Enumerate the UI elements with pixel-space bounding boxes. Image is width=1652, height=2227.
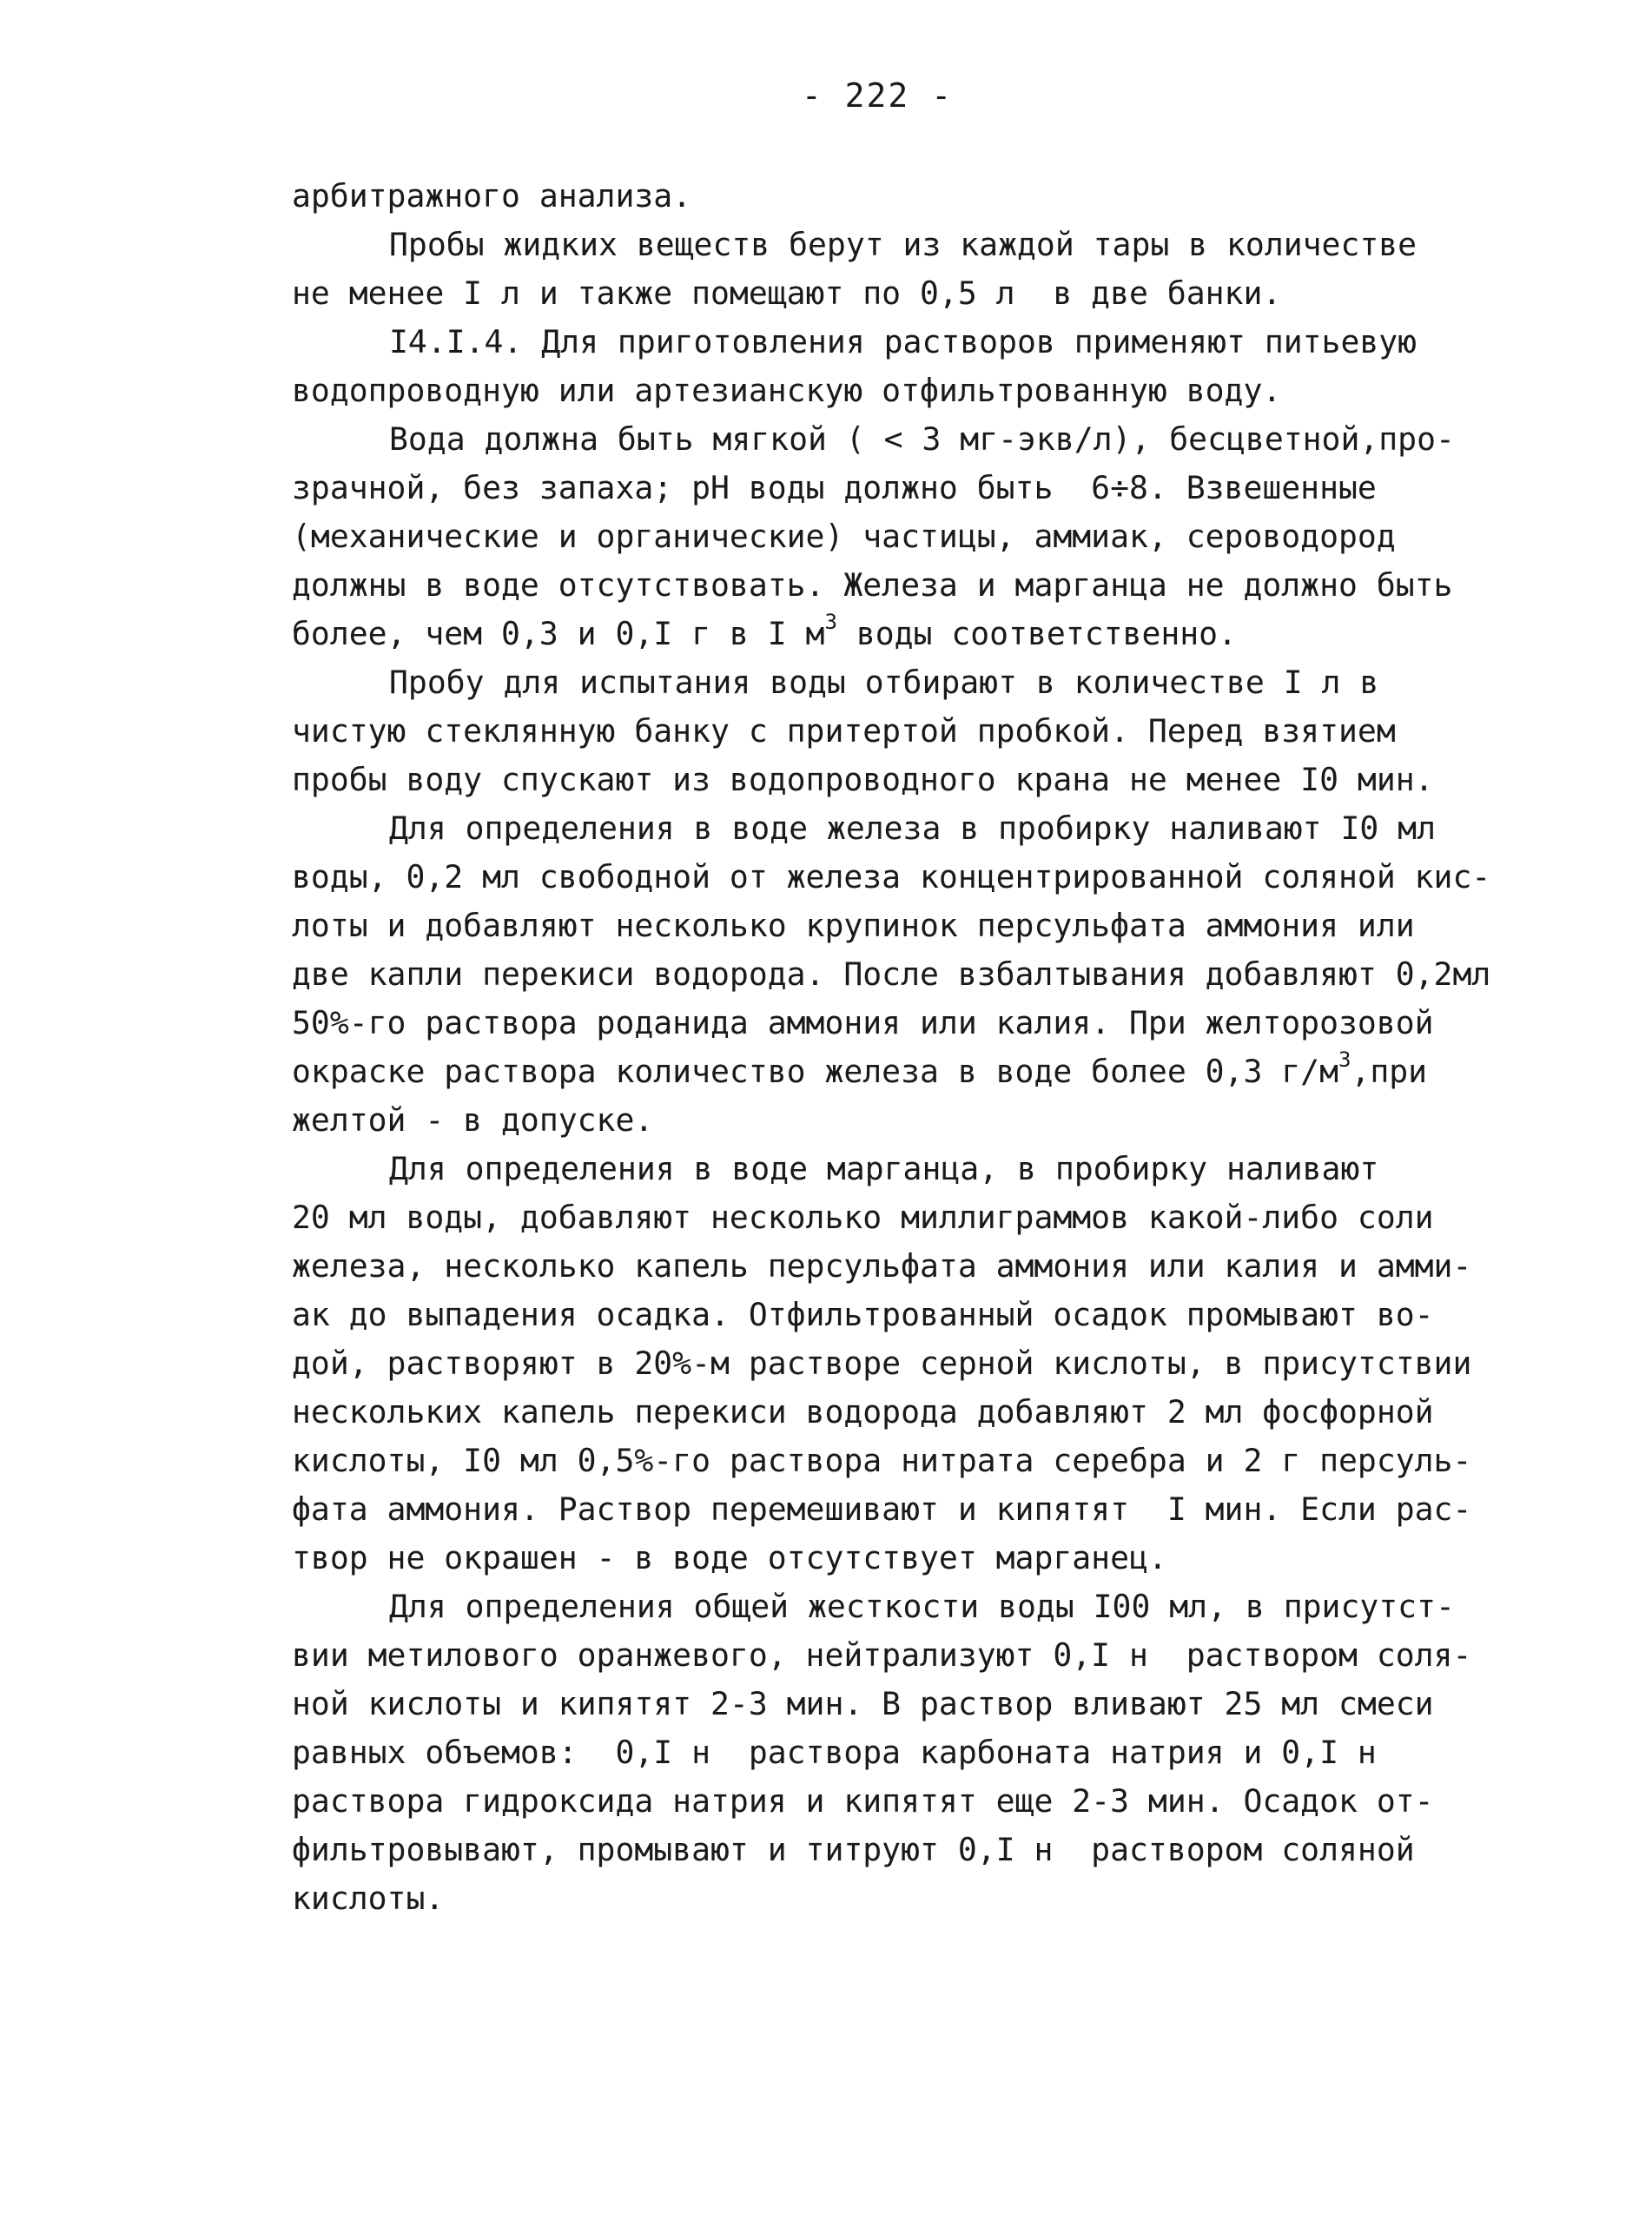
text-line xyxy=(292,561,1551,610)
line-text: Пробу для испытания воды отбирают в количестве I л в xyxy=(389,664,1379,701)
text-line xyxy=(292,221,1551,269)
page-number: - 222 - xyxy=(801,76,954,115)
body-text xyxy=(292,172,1551,1923)
line-text: твор не окрашен - в воде отсутствует марганец. xyxy=(292,1539,1167,1576)
text-line xyxy=(292,1388,1551,1437)
text-line xyxy=(292,1534,1551,1583)
text-line xyxy=(292,1826,1551,1874)
text-line xyxy=(292,902,1551,950)
text-line xyxy=(292,999,1551,1047)
text-line xyxy=(292,1047,1551,1096)
line-text: I4.I.4. Для приготовления растворов применяют питьевую xyxy=(389,323,1417,360)
text-line xyxy=(292,318,1551,367)
line-text-continued: ,при xyxy=(1351,1053,1428,1090)
line-text: зрачной, без запаха; pH воды должно быть 6÷8. Взвешенные xyxy=(292,469,1377,506)
line-text: 50%-го раствора роданида аммония или калия. При желторозовой xyxy=(292,1004,1434,1041)
line-text: пробы воду спускают из водопроводного крана не менее I0 мин. xyxy=(292,761,1434,798)
text-line xyxy=(292,172,1551,221)
line-text: не менее I л и также помещают по 0,5 л в две банки. xyxy=(292,274,1282,312)
line-text: вии метилового оранжевого, нейтрализуют 0,I н раствором соля- xyxy=(292,1636,1472,1674)
text-line xyxy=(292,367,1551,415)
text-line xyxy=(292,804,1551,853)
text-line xyxy=(292,658,1551,707)
line-text: Для определения в воде марганца, в пробирку наливают xyxy=(389,1150,1379,1187)
text-line xyxy=(292,464,1551,512)
line-text: должны в воде отсутствовать. Железа и марганца не должно быть xyxy=(292,566,1453,604)
text-line xyxy=(292,610,1551,658)
line-text: две капли перекиси водорода. После взбалтывания добавляют 0,2мл xyxy=(292,955,1491,993)
line-text: фата аммония. Раствор перемешивают и кипятят I мин. Если рас- xyxy=(292,1490,1472,1528)
text-line xyxy=(292,415,1551,464)
text-line xyxy=(292,1777,1551,1826)
line-text: окраске раствора количество железа в воде более 0,3 г/м xyxy=(292,1053,1338,1090)
line-text: фильтровывают, промывают и титруют 0,I н раствором соляной xyxy=(292,1831,1415,1868)
line-text: Вода должна быть мягкой ( < 3 мг-экв/л), бесцветной,про- xyxy=(389,420,1455,458)
line-text: раствора гидроксида натрия и кипятят еще 2-3 мин. Осадок от- xyxy=(292,1782,1434,1820)
text-line xyxy=(292,1583,1551,1631)
line-text: Для определения в воде железа в пробирку наливают I0 мл xyxy=(389,810,1436,847)
text-line xyxy=(292,1291,1551,1339)
text-line xyxy=(292,853,1551,902)
text-line xyxy=(292,1193,1551,1242)
line-text: 20 мл воды, добавляют несколько миллиграммов какой-либо соли xyxy=(292,1199,1434,1236)
line-text: дой, растворяют в 20%-м растворе серной кислоты, в присутствии xyxy=(292,1345,1472,1382)
text-line xyxy=(292,1485,1551,1534)
superscript: 3 xyxy=(824,610,837,634)
text-line xyxy=(292,1339,1551,1388)
line-text: Для определения общей жесткости воды I00 мл, в присутст- xyxy=(389,1588,1455,1625)
line-text: лоты и добавляют несколько крупинок персульфата аммония или xyxy=(292,907,1415,944)
text-line xyxy=(292,1874,1551,1923)
text-line xyxy=(292,1437,1551,1485)
line-text: кислоты. xyxy=(292,1880,445,1917)
line-text-continued: воды соответственно. xyxy=(836,615,1237,652)
line-text: нескольких капель перекиси водорода добавляют 2 мл фосфорной xyxy=(292,1393,1434,1431)
text-line xyxy=(292,512,1551,561)
line-text: ной кислоты и кипятят 2-3 мин. В раствор вливают 25 мл смеси xyxy=(292,1685,1434,1722)
superscript: 3 xyxy=(1338,1047,1351,1072)
text-line xyxy=(292,1680,1551,1728)
text-line xyxy=(292,950,1551,999)
line-text: ак до выпадения осадка. Отфильтрованный осадок промывают во- xyxy=(292,1296,1434,1333)
line-text: желтой - в допуске. xyxy=(292,1101,654,1139)
line-text: кислоты, I0 мл 0,5%-го раствора нитрата серебра и 2 г персуль- xyxy=(292,1442,1472,1479)
line-text: более, чем 0,3 и 0,I г в I м xyxy=(292,615,825,652)
line-text: водопроводную или артезианскую отфильтрованную воду. xyxy=(292,372,1282,409)
text-line xyxy=(292,1728,1551,1777)
line-text: чистую стеклянную банку с притертой пробкой. Перед взятием xyxy=(292,712,1396,750)
text-line xyxy=(292,1242,1551,1291)
line-text: железа, несколько капель персульфата аммония или калия и амми- xyxy=(292,1247,1472,1285)
text-line xyxy=(292,1631,1551,1680)
line-text: Пробы жидких веществ берут из каждой тары в количестве xyxy=(389,226,1417,263)
text-line xyxy=(292,269,1551,318)
text-line xyxy=(292,707,1551,756)
text-line xyxy=(292,756,1551,804)
line-text: равных объемов: 0,I н раствора карбоната натрия и 0,I н xyxy=(292,1734,1377,1771)
line-text: (механические и органические) частицы, аммиак, сероводород xyxy=(292,518,1396,555)
text-line xyxy=(292,1096,1551,1145)
line-text: арбитражного анализа. xyxy=(292,177,692,215)
line-text: воды, 0,2 мл свободной от железа концентрированной соляной кис- xyxy=(292,858,1491,895)
text-line xyxy=(292,1145,1551,1193)
